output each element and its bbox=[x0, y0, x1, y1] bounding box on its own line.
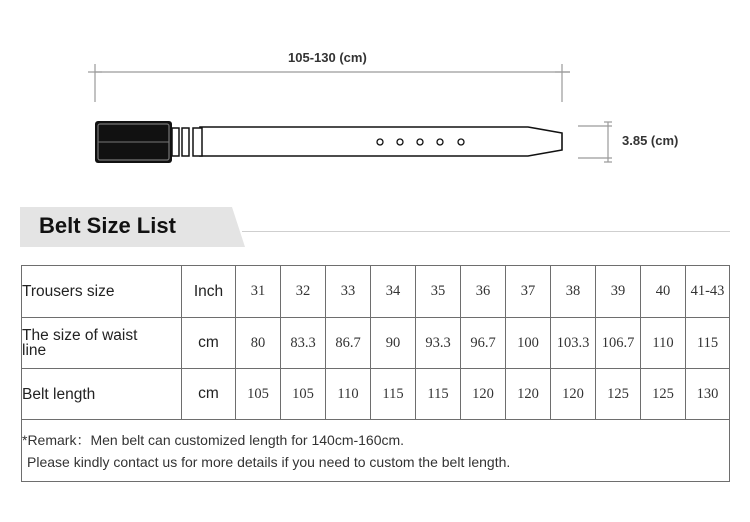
value-cell: 41-43 bbox=[686, 266, 730, 318]
value-cell: 130 bbox=[686, 369, 730, 420]
remark-cell bbox=[22, 420, 730, 482]
value-cell: 120 bbox=[506, 369, 551, 420]
belt-buckle bbox=[95, 121, 172, 163]
value-cell: 96.7 bbox=[461, 318, 506, 369]
unit-cell: Inch bbox=[182, 266, 236, 318]
value-cell: 125 bbox=[641, 369, 686, 420]
value-cell: 80 bbox=[236, 318, 281, 369]
value-cell: 115 bbox=[371, 369, 416, 420]
value-cell: 100 bbox=[506, 318, 551, 369]
section-divider bbox=[242, 231, 730, 232]
remark-line-1: *Remark：Men belt can customized length for 140cm-160cm. bbox=[22, 431, 405, 448]
value-cell: 110 bbox=[641, 318, 686, 369]
table-row-remark bbox=[22, 420, 730, 482]
value-cell: 105 bbox=[236, 369, 281, 420]
value-cell: 86.7 bbox=[326, 318, 371, 369]
value-cell: 120 bbox=[551, 369, 596, 420]
row-label: Belt length bbox=[22, 369, 182, 420]
value-cell: 105 bbox=[281, 369, 326, 420]
table-row-waist-line bbox=[22, 318, 730, 369]
value-cell: 37 bbox=[506, 266, 551, 318]
remark-line-2: Please kindly contact us for more details if you need to custom the belt length. bbox=[27, 453, 511, 470]
value-cell: 106.7 bbox=[596, 318, 641, 369]
value-cell: 31 bbox=[236, 266, 281, 318]
length-dimension bbox=[88, 64, 570, 102]
row-label: Trousers size bbox=[22, 266, 182, 318]
width-dimension bbox=[578, 122, 612, 162]
section-title: Belt Size List bbox=[39, 213, 176, 238]
value-cell: 125 bbox=[596, 369, 641, 420]
belt-loops bbox=[172, 128, 202, 156]
belt-width-label: 3.85 (cm) bbox=[622, 133, 679, 148]
value-cell: 32 bbox=[281, 266, 326, 318]
size-table bbox=[21, 265, 730, 482]
value-cell: 90 bbox=[371, 318, 416, 369]
unit-cell: cm bbox=[182, 318, 236, 369]
value-cell: 115 bbox=[416, 369, 461, 420]
value-cell: 35 bbox=[416, 266, 461, 318]
value-cell: 120 bbox=[461, 369, 506, 420]
value-cell: 40 bbox=[641, 266, 686, 318]
value-cell: 36 bbox=[461, 266, 506, 318]
row-label: The size of waist line bbox=[22, 318, 182, 369]
value-cell: 38 bbox=[551, 266, 596, 318]
belt-diagram bbox=[0, 0, 750, 200]
value-cell: 93.3 bbox=[416, 318, 461, 369]
value-cell: 110 bbox=[326, 369, 371, 420]
belt-length-label: 105-130 (cm) bbox=[288, 50, 367, 65]
table-row-belt-length bbox=[22, 369, 730, 420]
value-cell: 83.3 bbox=[281, 318, 326, 369]
value-cell: 115 bbox=[686, 318, 730, 369]
value-cell: 34 bbox=[371, 266, 416, 318]
unit-cell: cm bbox=[182, 369, 236, 420]
table-row-trousers-size bbox=[22, 266, 730, 318]
value-cell: 39 bbox=[596, 266, 641, 318]
value-cell: 33 bbox=[326, 266, 371, 318]
value-cell: 103.3 bbox=[551, 318, 596, 369]
